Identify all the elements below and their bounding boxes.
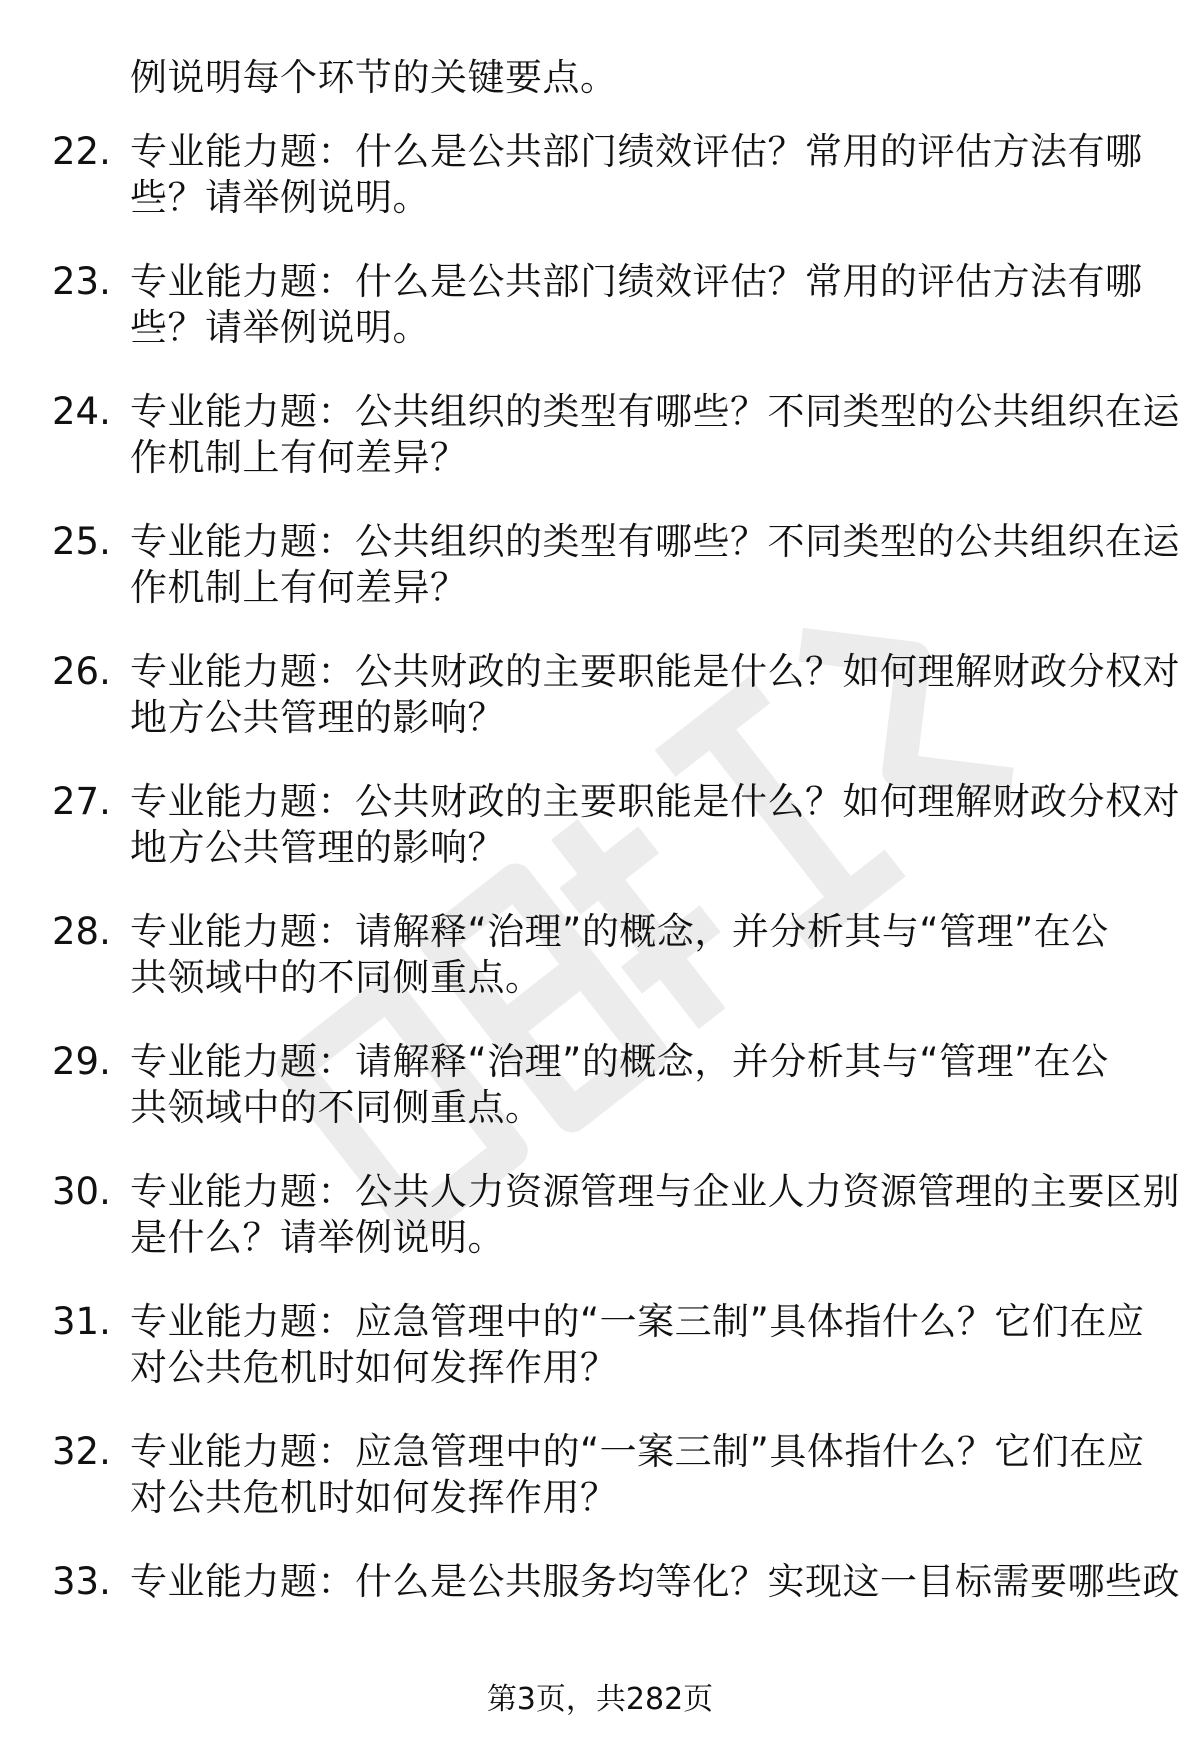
question-text-line: 共领域中的不同侧重点。 bbox=[130, 1086, 543, 1129]
question-number: 30. bbox=[52, 1170, 111, 1213]
question-text-line: 地方公共管理的影响？ bbox=[130, 826, 505, 869]
question-text-line: 专业能力题：公共财政的主要职能是什么？如何理解财政分权对 bbox=[130, 780, 1180, 823]
question-text-line: 专业能力题：请解释“治理”的概念，并分析其与“管理”在公 bbox=[130, 1040, 1109, 1083]
question-text-line: 专业能力题：公共组织的类型有哪些？不同类型的公共组织在运 bbox=[130, 390, 1180, 433]
question-number: 28. bbox=[52, 910, 111, 953]
question-number: 23. bbox=[52, 260, 111, 303]
question-number: 26. bbox=[52, 650, 111, 693]
question-text-line: 作机制上有何差异？ bbox=[130, 436, 468, 479]
question-text-line: 专业能力题：什么是公共部门绩效评估？常用的评估方法有哪 bbox=[130, 130, 1143, 173]
question-number: 24. bbox=[52, 390, 111, 433]
question-text-line: 共领域中的不同侧重点。 bbox=[130, 956, 543, 999]
question-text-line: 对公共危机时如何发挥作用？ bbox=[130, 1476, 618, 1519]
question-number: 27. bbox=[52, 780, 111, 823]
question-text-line: 些？请举例说明。 bbox=[130, 306, 430, 349]
question-text-line: 专业能力题：请解释“治理”的概念，并分析其与“管理”在公 bbox=[130, 910, 1109, 953]
question-number: 31. bbox=[52, 1300, 111, 1343]
question-text-line: 作机制上有何差异？ bbox=[130, 566, 468, 609]
question-text-line: 对公共危机时如何发挥作用？ bbox=[130, 1346, 618, 1389]
question-text-line: 地方公共管理的影响？ bbox=[130, 696, 505, 739]
question-number: 22. bbox=[52, 130, 111, 173]
question-text-line: 专业能力题：公共人力资源管理与企业人力资源管理的主要区别 bbox=[130, 1170, 1180, 1213]
question-number: 32. bbox=[52, 1430, 111, 1473]
page-footer: 第3页，共282页 bbox=[486, 1682, 714, 1717]
question-text-line: 专业能力题：应急管理中的“一案三制”具体指什么？它们在应 bbox=[130, 1430, 1145, 1473]
question-text-line: 专业能力题：公共财政的主要职能是什么？如何理解财政分权对 bbox=[130, 650, 1180, 693]
question-text-line: 专业能力题：什么是公共部门绩效评估？常用的评估方法有哪 bbox=[130, 260, 1143, 303]
question-text-line: 些？请举例说明。 bbox=[130, 176, 430, 219]
question-text-line: 专业能力题：公共组织的类型有哪些？不同类型的公共组织在运 bbox=[130, 520, 1180, 563]
question-text-line: 是什么？请举例说明。 bbox=[130, 1216, 505, 1259]
question-text-line: 专业能力题：什么是公共服务均等化？实现这一目标需要哪些政 bbox=[130, 1560, 1180, 1603]
question-number: 33. bbox=[52, 1560, 111, 1603]
question-text-line: 专业能力题：应急管理中的“一案三制”具体指什么？它们在应 bbox=[130, 1300, 1145, 1343]
intro-line: 例说明每个环节的关键要点。 bbox=[130, 56, 618, 99]
question-number: 29. bbox=[52, 1040, 111, 1083]
question-number: 25. bbox=[52, 520, 111, 563]
